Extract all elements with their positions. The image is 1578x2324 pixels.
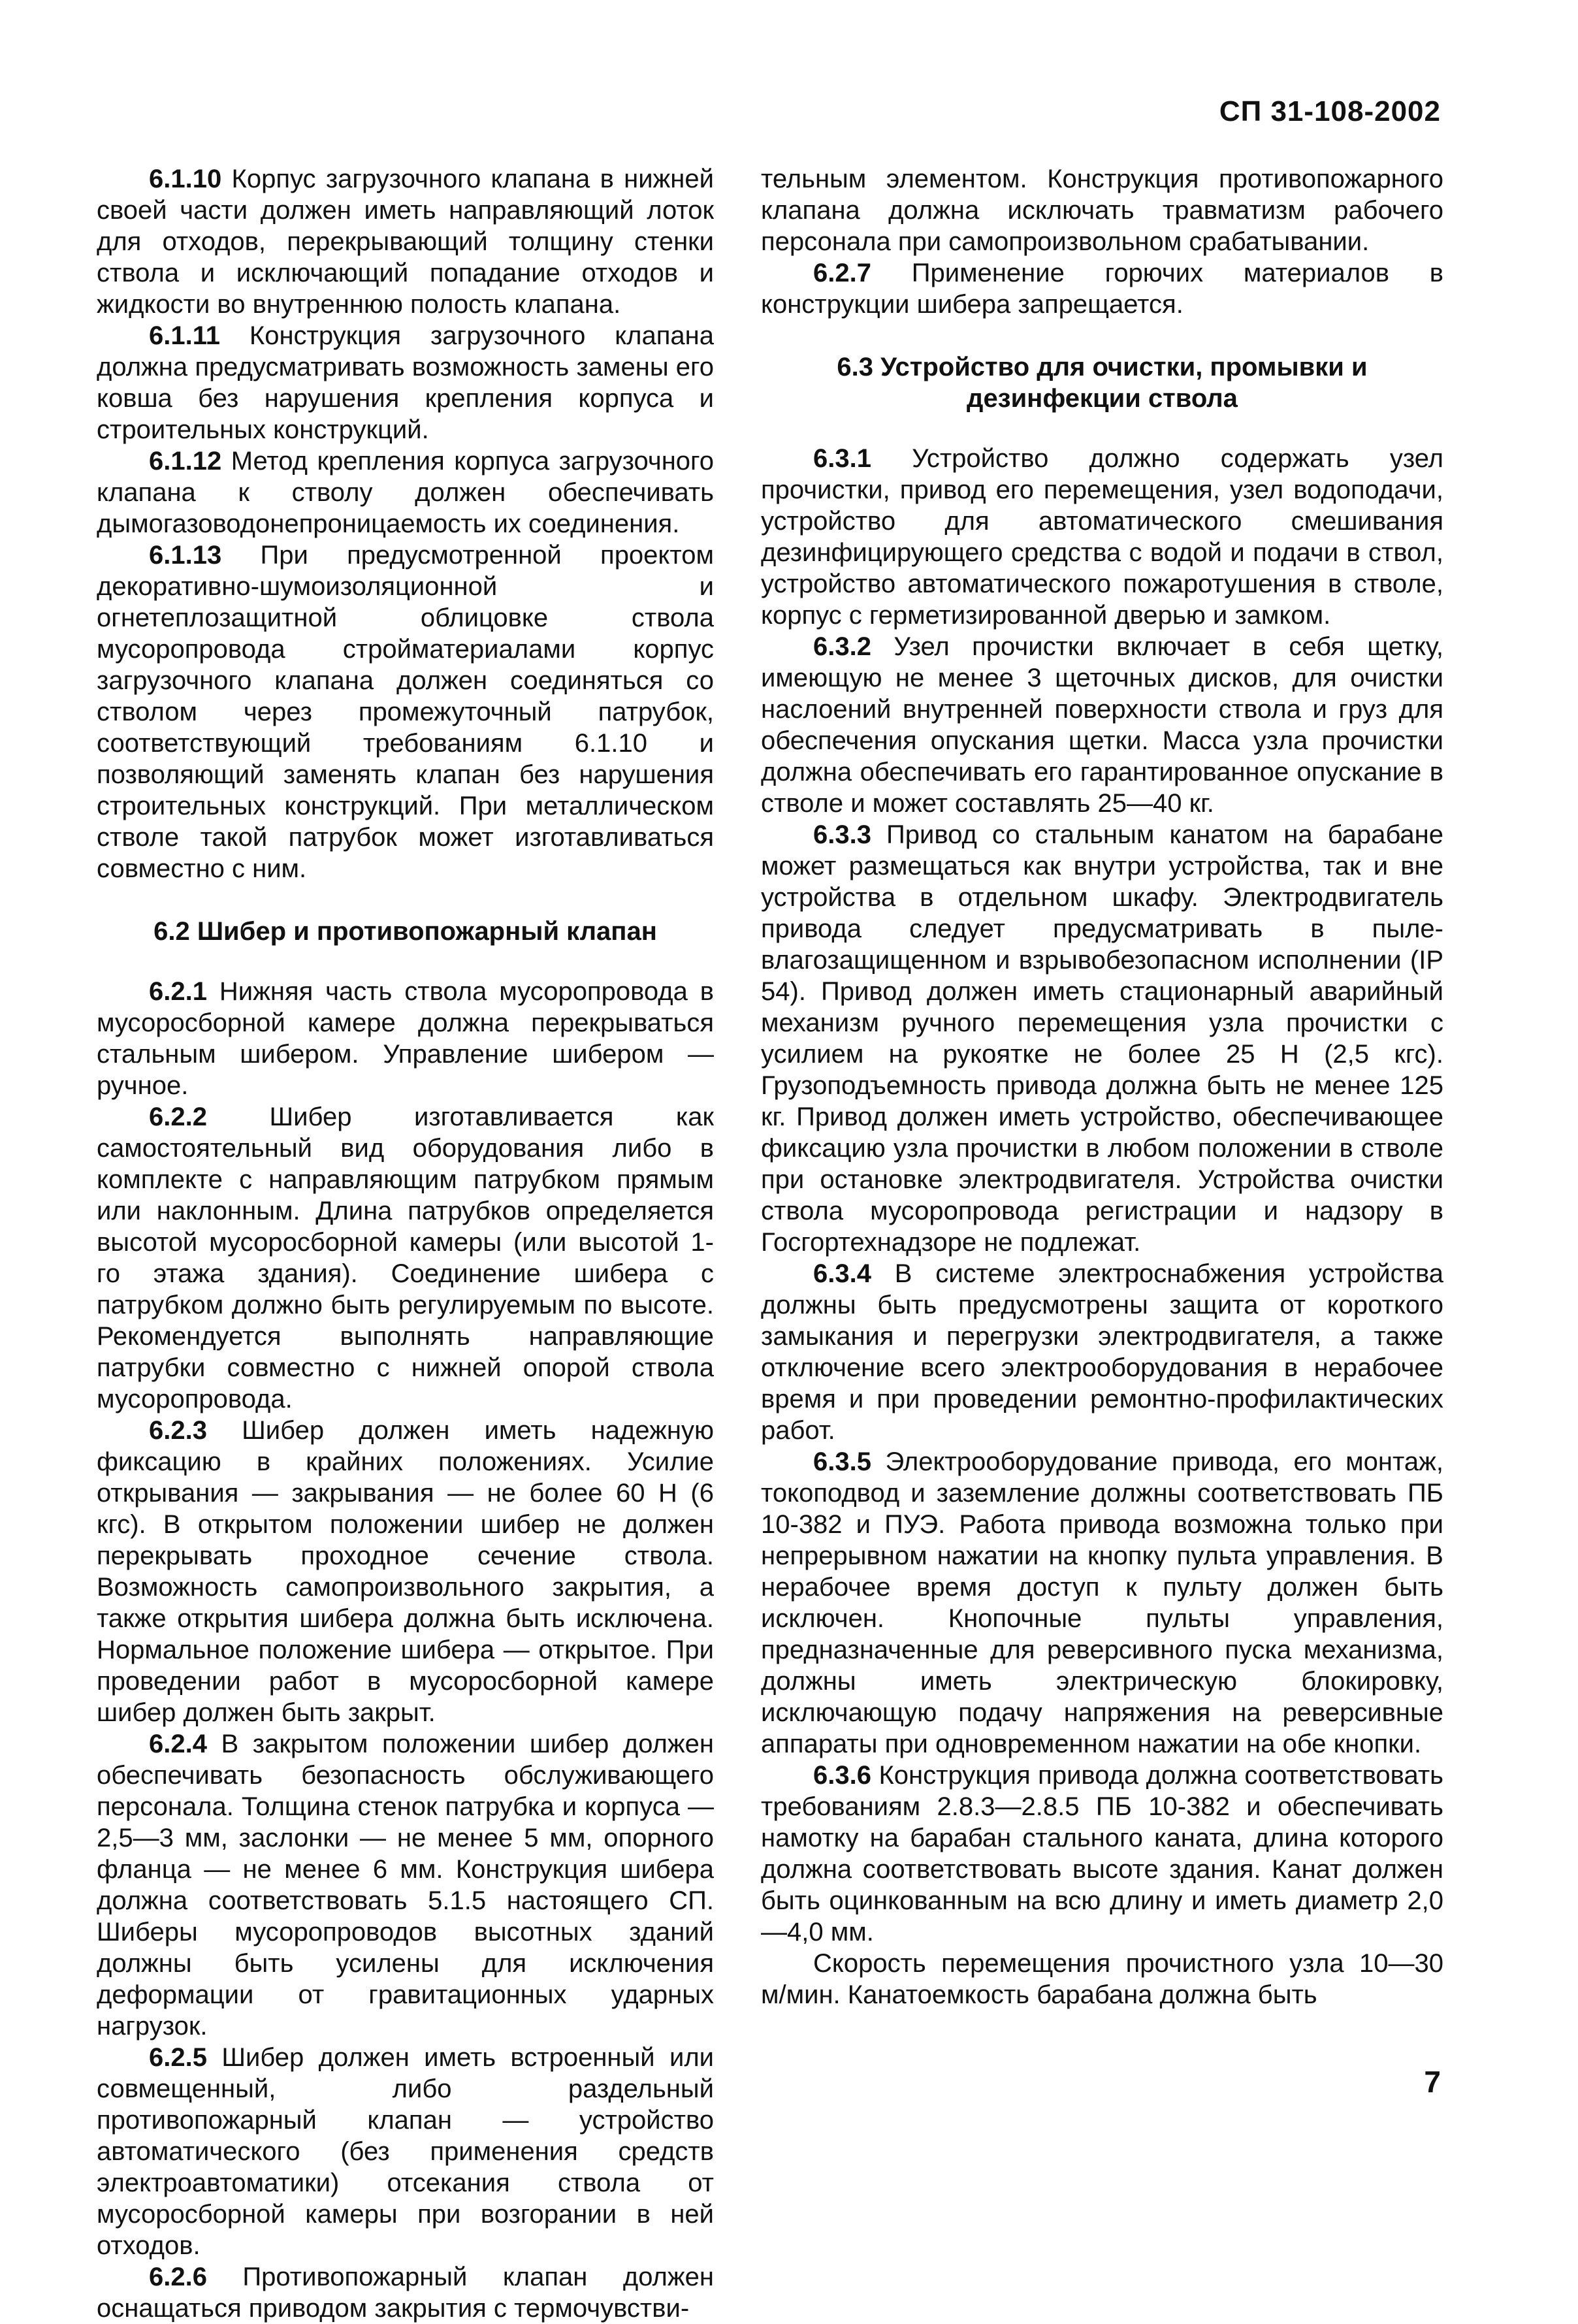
paragraph-speed: Скорость перемещения прочистного узла 10—30 м/мин. Канатоемкость барабана должна быть (761, 1949, 1443, 2009)
clause-text: Корпус загрузочного клапана в нижней своей части должен иметь направляющий лоток для отходов, перекрывающий толщину стенки ствола и исключающий попадание отходов и жидкости во внутреннюю полость клапана. (97, 165, 714, 319)
paragraph-6-1-13 (97, 540, 714, 884)
clause-number: 6.2.2 (149, 1103, 207, 1131)
clause-number: 6.2.4 (149, 1730, 207, 1758)
clause-number: 6.3.5 (813, 1447, 871, 1476)
clause-text: Применение горючих материалов в конструкции шибера запрещается. (761, 259, 1443, 319)
clause-text: Нижняя часть ствола мусоропровода в мусоросборной камере должна перекрываться стальным шибером. Управление шибером — ручное. (97, 977, 714, 1100)
paragraph-6-1-12 (97, 445, 714, 540)
clause-text: Устройство должно содержать узел прочистки, привод его перемещения, узел водоподачи, устройство для автоматического смешивания дезинфицирующего средства с водой и подачи в ствол, устройство автоматического пожаротушения в стволе, корпус с герметизированной дверью и замком. (761, 444, 1443, 630)
continued-text: тельным элементом. Конструкция противопожарного клапана должна исключать травматизм рабочего персонала при самопроизвольном срабатывании. (761, 165, 1443, 256)
clause-text: Привод со стальным канатом на барабане может размещаться как внутри устройства, так и вне устройства в отдельном шкафу. Электродвигатель привода следует предусматривать в пыле-влагозащищенном и взрывобезопасном исполнении (IP 54). Привод должен иметь стационарный аварийный механизм ручного перемещения узла прочистки с усилием на рукоятке не более 25 Н (2,5 кгс). Грузоподъемность привода должна быть не менее 125 кг. Привод должен иметь устройство, обеспечивающее фиксацию узла прочистки в любом положении в стволе при остановке электродвигателя. Устройства очистки ствола мусоропровода регистрации и надзору в Госгортехнадзоре не подлежат. (761, 820, 1443, 1257)
clause-text: Узел прочистки включает в себя щетку, имеющую не менее 3 щеточных дисков, для очистки наслоений внутренней поверхности ствола и груз для обеспечения опускания щетки. Масса узла прочистки должна обеспечивать его гарантированное опускание в стволе и может составлять 25—40 кг. (761, 632, 1443, 818)
paragraph-6-2-4 (97, 1728, 714, 2042)
right-column (761, 163, 1443, 2010)
clause-text: В системе электроснабжения устройства должны быть предусмотрены защита от короткого замыкания и перегрузки электродвигателя, а также отключение всего электрооборудования в нерабочее время и при проведении ремонтно-профилактических работ. (761, 1259, 1443, 1445)
section-heading-6-3: 6.3 Устройство для очистки, промывки и дезинфекции ствола (837, 353, 1368, 413)
clause-number: 6.2.1 (149, 977, 207, 1006)
clause-text: При предусмотренной проектом декоративно-шумоизоляционной и огнетеплозащитной облицовке ствола мусоропровода стройматериалами корпус загрузочного клапана должен соединяться со стволом через промежуточный патрубок, соответствующий требованиям 6.1.10 и позволяющий заменять клапан без нарушения строительных конструкций. При металлическом стволе такой патрубок может изготавливаться совместно с ним. (97, 541, 714, 883)
paragraph-6-2-5 (97, 2042, 714, 2261)
paragraph-6-2-3 (97, 1415, 714, 1728)
paragraph-6-1-10 (97, 163, 714, 320)
clause-number: 6.3.3 (813, 820, 871, 849)
clause-text: Шибер должен иметь встроенный или совмещенный, либо раздельный противопожарный клапан — устройство автоматического (без применения средств электроавтоматики) отсекания ствола от мусоросборной камеры при возгорании в ней отходов. (97, 2043, 714, 2260)
paragraph-6-3-6 (761, 1760, 1443, 1948)
clause-number: 6.1.11 (149, 321, 221, 350)
clause-number: 6.2.7 (813, 259, 871, 287)
left-column (97, 163, 714, 2324)
section-heading-6-2: 6.2 Шибер и противопожарный клапан (153, 917, 657, 946)
clause-number: 6.1.10 (149, 165, 222, 193)
paragraph-6-3-1 (761, 443, 1443, 631)
clause-number: 6.3.1 (813, 444, 871, 473)
clause-text: Шибер должен иметь надежную фиксацию в крайних положениях. Усилие открывания — закрывания — не более 60 Н (6 кгс). В открытом положении шибер не должен перекрывать проходное сечение ствола. Возможность самопроизвольного закрытия, а также открытия шибера должна быть исключена. Нормальное положение шибера — открытое. При проведении работ в мусоросборной камере шибер должен быть закрыт. (97, 1416, 714, 1727)
clause-text: Конструкция привода должна соответствовать требованиям 2.8.3—2.8.5 ПБ 10-382 и обеспечивать намотку на барабан стального каната, длина которого должна соответствовать высоте здания. Канат должен быть оцинкованным на всю длину и иметь диаметр 2,0—4,0 мм. (761, 1761, 1443, 1946)
clause-number: 6.1.13 (149, 541, 222, 570)
clause-number: 6.2.6 (149, 2263, 207, 2291)
clause-number: 6.3.2 (813, 632, 871, 661)
paragraph-6-3-4 (761, 1258, 1443, 1446)
clause-text: Конструкция загрузочного клапана должна предусматривать возможность замены его ковша без нарушения крепления корпуса и строительных конструкций. (97, 321, 714, 444)
paragraph-6-3-5 (761, 1446, 1443, 1760)
paragraph-6-3-3 (761, 819, 1443, 1258)
paragraph-6-1-11 (97, 320, 714, 445)
clause-text: В закрытом положении шибер должен обеспечивать безопасность обслуживающего персонала. Толщина стенок патрубка и корпуса — 2,5—3 мм, заслонки — не менее 5 мм, опорного фланца — не менее 6 мм. Конструкция шибера должна соответствовать 5.1.5 настоящего СП. Шиберы мусоропроводов высотных зданий должны быть усилены для исключения деформации от гравитационных ударных нагрузок. (97, 1730, 714, 2041)
paragraph-6-2-7 (761, 257, 1443, 320)
page-number: 7 (1424, 2065, 1441, 2099)
clause-text: Метод крепления корпуса загрузочного клапана к стволу должен обеспечивать дымогазоводонепроницаемость их соединения. (97, 447, 714, 538)
paragraph-6-2-6 (97, 2261, 714, 2324)
clause-number: 6.2.5 (149, 2043, 207, 2072)
document-code: СП 31-108-2002 (1219, 95, 1441, 127)
clause-number: 6.1.12 (149, 447, 222, 476)
clause-text: Противопожарный клапан должен оснащаться приводом закрытия с термочувстви- (97, 2263, 714, 2323)
clause-number: 6.2.3 (149, 1416, 207, 1445)
paragraph-6-2-1 (97, 976, 714, 1101)
clause-number: 6.3.6 (813, 1761, 871, 1790)
clause-text: Электрооборудование привода, его монтаж, токоподвод и заземление должны соответствовать ПБ 10-382 и ПУЭ. Работа привода возможна только при непрерывном нажатии на кнопку пульта управления. В нерабочее время доступ к пульту должен быть исключен. Кнопочные пульты управления, предназначенные для реверсивного пуска механизма, должны иметь электрическую блокировку, исключающую подачу напряжения на реверсивные аппараты при одновременном нажатии на обе кнопки. (761, 1447, 1443, 1758)
clause-number: 6.3.4 (813, 1259, 871, 1288)
paragraph-6-2-2 (97, 1101, 714, 1415)
clause-text: Шибер изготавливается как самостоятельный вид оборудования либо в комплекте с направляющим патрубком прямым или наклонным. Длина патрубков определяется высотой мусоросборной камеры (или высотой 1-го этажа здания). Соединение шибера с патрубком должно быть регулируемым по высоте. Рекомендуется выполнять направляющие патрубки совместно с нижней опорой ствола мусоропровода. (97, 1103, 714, 1413)
paragraph-6-3-2 (761, 631, 1443, 819)
